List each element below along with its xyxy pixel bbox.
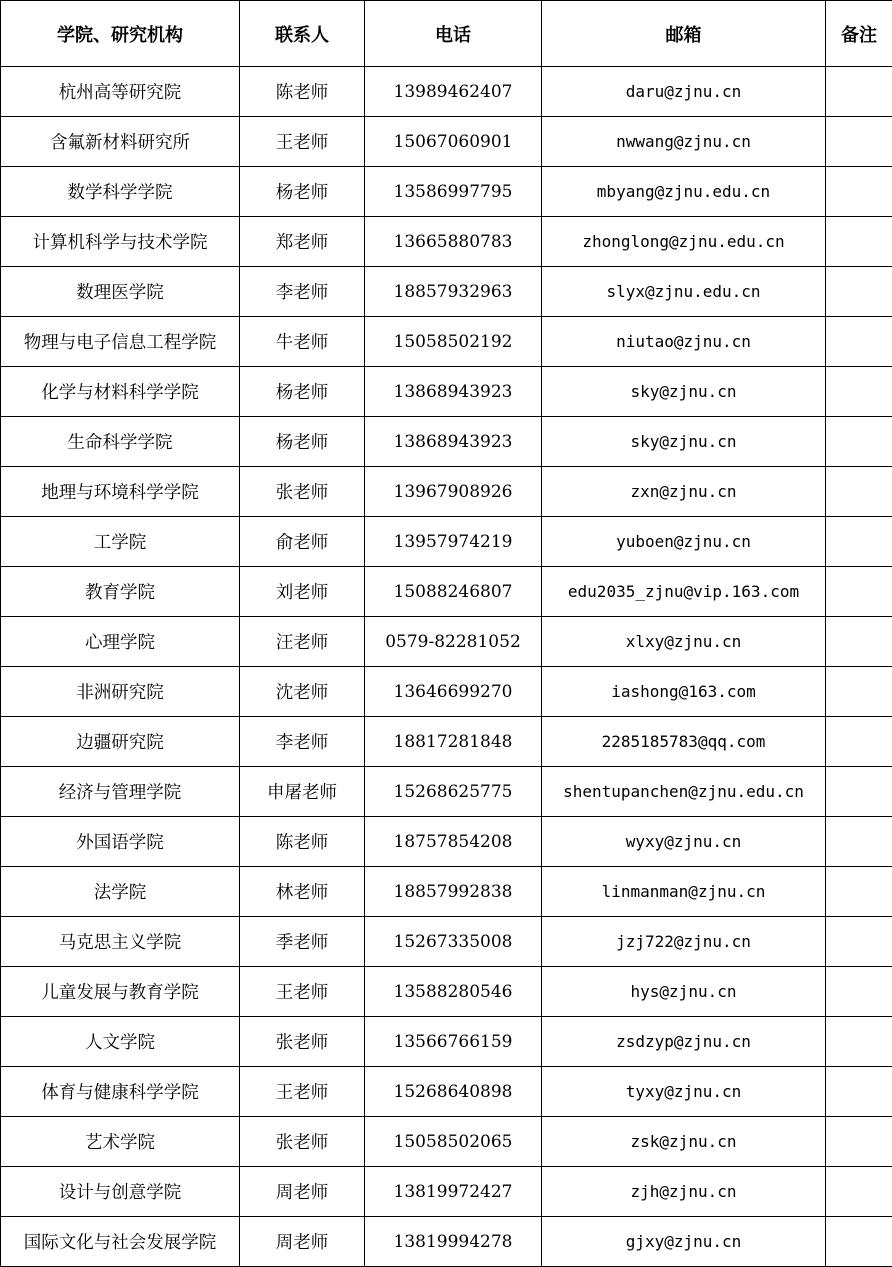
header-phone: 电话 bbox=[365, 1, 542, 67]
email-cell: nwwang@zjnu.cn bbox=[542, 117, 826, 167]
school-cell: 计算机科学与技术学院 bbox=[1, 217, 240, 267]
school-cell: 工学院 bbox=[1, 517, 240, 567]
email-cell: zhonglong@zjnu.edu.cn bbox=[542, 217, 826, 267]
school-cell: 心理学院 bbox=[1, 617, 240, 667]
note-cell bbox=[826, 517, 892, 567]
email-cell: daru@zjnu.cn bbox=[542, 67, 826, 117]
contact-cell: 汪老师 bbox=[240, 617, 365, 667]
table-row bbox=[1, 1017, 892, 1067]
note-cell bbox=[826, 767, 892, 817]
table-row bbox=[1, 717, 892, 767]
email-cell: xlxy@zjnu.cn bbox=[542, 617, 826, 667]
header-school: 学院、研究机构 bbox=[1, 1, 240, 67]
school-cell: 数理医学院 bbox=[1, 267, 240, 317]
email-cell: sky@zjnu.cn bbox=[542, 417, 826, 467]
contact-cell: 林老师 bbox=[240, 867, 365, 917]
email-cell: niutao@zjnu.cn bbox=[542, 317, 826, 367]
school-cell: 设计与创意学院 bbox=[1, 1167, 240, 1217]
phone-cell: 13819994278 bbox=[365, 1217, 542, 1267]
contact-cell: 申屠老师 bbox=[240, 767, 365, 817]
email-cell: edu2035_zjnu@vip.163.com bbox=[542, 567, 826, 617]
email-cell: wyxy@zjnu.cn bbox=[542, 817, 826, 867]
phone-cell: 13646699270 bbox=[365, 667, 542, 717]
note-cell bbox=[826, 1117, 892, 1167]
note-cell bbox=[826, 817, 892, 867]
note-cell bbox=[826, 217, 892, 267]
note-cell bbox=[826, 867, 892, 917]
note-cell bbox=[826, 1067, 892, 1117]
table-row bbox=[1, 967, 892, 1017]
header-email: 邮箱 bbox=[542, 1, 826, 67]
contact-cell: 杨老师 bbox=[240, 367, 365, 417]
phone-cell: 13967908926 bbox=[365, 467, 542, 517]
school-cell: 体育与健康科学学院 bbox=[1, 1067, 240, 1117]
phone-cell: 18757854208 bbox=[365, 817, 542, 867]
phone-cell: 15267335008 bbox=[365, 917, 542, 967]
contact-cell: 季老师 bbox=[240, 917, 365, 967]
note-cell bbox=[826, 317, 892, 367]
contact-cell: 杨老师 bbox=[240, 417, 365, 467]
note-cell bbox=[826, 467, 892, 517]
contact-cell: 沈老师 bbox=[240, 667, 365, 717]
school-cell: 国际文化与社会发展学院 bbox=[1, 1217, 240, 1267]
table-row bbox=[1, 1067, 892, 1117]
contact-cell: 周老师 bbox=[240, 1217, 365, 1267]
contact-cell: 张老师 bbox=[240, 1017, 365, 1067]
school-cell: 儿童发展与教育学院 bbox=[1, 967, 240, 1017]
school-cell: 杭州高等研究院 bbox=[1, 67, 240, 117]
contact-cell: 刘老师 bbox=[240, 567, 365, 617]
school-cell: 法学院 bbox=[1, 867, 240, 917]
contact-cell: 郑老师 bbox=[240, 217, 365, 267]
phone-cell: 13665880783 bbox=[365, 217, 542, 267]
note-cell bbox=[826, 617, 892, 667]
phone-cell: 13868943923 bbox=[365, 367, 542, 417]
school-cell: 艺术学院 bbox=[1, 1117, 240, 1167]
note-cell bbox=[826, 417, 892, 467]
phone-cell: 13588280546 bbox=[365, 967, 542, 1017]
phone-cell: 0579-82281052 bbox=[365, 617, 542, 667]
contact-cell: 陈老师 bbox=[240, 67, 365, 117]
table-row bbox=[1, 367, 892, 417]
table-row bbox=[1, 1117, 892, 1167]
school-cell: 含氟新材料研究所 bbox=[1, 117, 240, 167]
phone-cell: 15067060901 bbox=[365, 117, 542, 167]
contact-cell: 李老师 bbox=[240, 267, 365, 317]
email-cell: sky@zjnu.cn bbox=[542, 367, 826, 417]
phone-cell: 13819972427 bbox=[365, 1167, 542, 1217]
table-row bbox=[1, 667, 892, 717]
note-cell bbox=[826, 717, 892, 767]
note-cell bbox=[826, 667, 892, 717]
email-cell: zsdzyp@zjnu.cn bbox=[542, 1017, 826, 1067]
email-cell: mbyang@zjnu.edu.cn bbox=[542, 167, 826, 217]
email-cell: tyxy@zjnu.cn bbox=[542, 1067, 826, 1117]
school-cell: 生命科学学院 bbox=[1, 417, 240, 467]
header-row bbox=[1, 1, 892, 67]
table-row bbox=[1, 267, 892, 317]
note-cell bbox=[826, 1167, 892, 1217]
table-row bbox=[1, 867, 892, 917]
note-cell bbox=[826, 567, 892, 617]
table-row bbox=[1, 67, 892, 117]
phone-cell: 15058502192 bbox=[365, 317, 542, 367]
note-cell bbox=[826, 367, 892, 417]
email-cell: yuboen@zjnu.cn bbox=[542, 517, 826, 567]
note-cell bbox=[826, 117, 892, 167]
school-cell: 外国语学院 bbox=[1, 817, 240, 867]
school-cell: 化学与材料科学学院 bbox=[1, 367, 240, 417]
school-cell: 地理与环境科学学院 bbox=[1, 467, 240, 517]
header-contact: 联系人 bbox=[240, 1, 365, 67]
table-row bbox=[1, 167, 892, 217]
contact-cell: 张老师 bbox=[240, 1117, 365, 1167]
table-row bbox=[1, 117, 892, 167]
phone-cell: 13586997795 bbox=[365, 167, 542, 217]
table-row bbox=[1, 917, 892, 967]
phone-cell: 18857932963 bbox=[365, 267, 542, 317]
table-body bbox=[1, 67, 892, 1267]
phone-cell: 18817281848 bbox=[365, 717, 542, 767]
table-row bbox=[1, 517, 892, 567]
header-note: 备注 bbox=[826, 1, 892, 67]
phone-cell: 13989462407 bbox=[365, 67, 542, 117]
table-row bbox=[1, 767, 892, 817]
email-cell: iashong@163.com bbox=[542, 667, 826, 717]
table-row bbox=[1, 317, 892, 367]
school-cell: 数学科学学院 bbox=[1, 167, 240, 217]
contact-cell: 王老师 bbox=[240, 117, 365, 167]
note-cell bbox=[826, 917, 892, 967]
phone-cell: 13868943923 bbox=[365, 417, 542, 467]
contact-cell: 牛老师 bbox=[240, 317, 365, 367]
email-cell: zjh@zjnu.cn bbox=[542, 1167, 826, 1217]
table-row bbox=[1, 1217, 892, 1267]
school-cell: 物理与电子信息工程学院 bbox=[1, 317, 240, 367]
note-cell bbox=[826, 67, 892, 117]
school-cell: 经济与管理学院 bbox=[1, 767, 240, 817]
contact-cell: 张老师 bbox=[240, 467, 365, 517]
table-row bbox=[1, 1167, 892, 1217]
contact-cell: 王老师 bbox=[240, 1067, 365, 1117]
email-cell: 2285185783@qq.com bbox=[542, 717, 826, 767]
email-cell: linmanman@zjnu.cn bbox=[542, 867, 826, 917]
table-row bbox=[1, 417, 892, 467]
school-cell: 边疆研究院 bbox=[1, 717, 240, 767]
note-cell bbox=[826, 267, 892, 317]
table-row bbox=[1, 467, 892, 517]
phone-cell: 15088246807 bbox=[365, 567, 542, 617]
contact-cell: 俞老师 bbox=[240, 517, 365, 567]
school-cell: 非洲研究院 bbox=[1, 667, 240, 717]
contact-cell: 陈老师 bbox=[240, 817, 365, 867]
contact-cell: 杨老师 bbox=[240, 167, 365, 217]
email-cell: hys@zjnu.cn bbox=[542, 967, 826, 1017]
phone-cell: 13566766159 bbox=[365, 1017, 542, 1067]
contact-cell: 周老师 bbox=[240, 1167, 365, 1217]
email-cell: gjxy@zjnu.cn bbox=[542, 1217, 826, 1267]
table-row bbox=[1, 567, 892, 617]
phone-cell: 15268640898 bbox=[365, 1067, 542, 1117]
table-row bbox=[1, 817, 892, 867]
table-row bbox=[1, 617, 892, 667]
phone-cell: 15058502065 bbox=[365, 1117, 542, 1167]
table-row bbox=[1, 217, 892, 267]
note-cell bbox=[826, 167, 892, 217]
phone-cell: 15268625775 bbox=[365, 767, 542, 817]
email-cell: shentupanchen@zjnu.edu.cn bbox=[542, 767, 826, 817]
contact-cell: 王老师 bbox=[240, 967, 365, 1017]
note-cell bbox=[826, 1217, 892, 1267]
email-cell: jzj722@zjnu.cn bbox=[542, 917, 826, 967]
school-cell: 教育学院 bbox=[1, 567, 240, 617]
email-cell: zxn@zjnu.cn bbox=[542, 467, 826, 517]
school-cell: 人文学院 bbox=[1, 1017, 240, 1067]
note-cell bbox=[826, 967, 892, 1017]
phone-cell: 13957974219 bbox=[365, 517, 542, 567]
school-cell: 马克思主义学院 bbox=[1, 917, 240, 967]
phone-cell: 18857992838 bbox=[365, 867, 542, 917]
note-cell bbox=[826, 1017, 892, 1067]
contact-cell: 李老师 bbox=[240, 717, 365, 767]
email-cell: slyx@zjnu.edu.cn bbox=[542, 267, 826, 317]
email-cell: zsk@zjnu.cn bbox=[542, 1117, 826, 1167]
